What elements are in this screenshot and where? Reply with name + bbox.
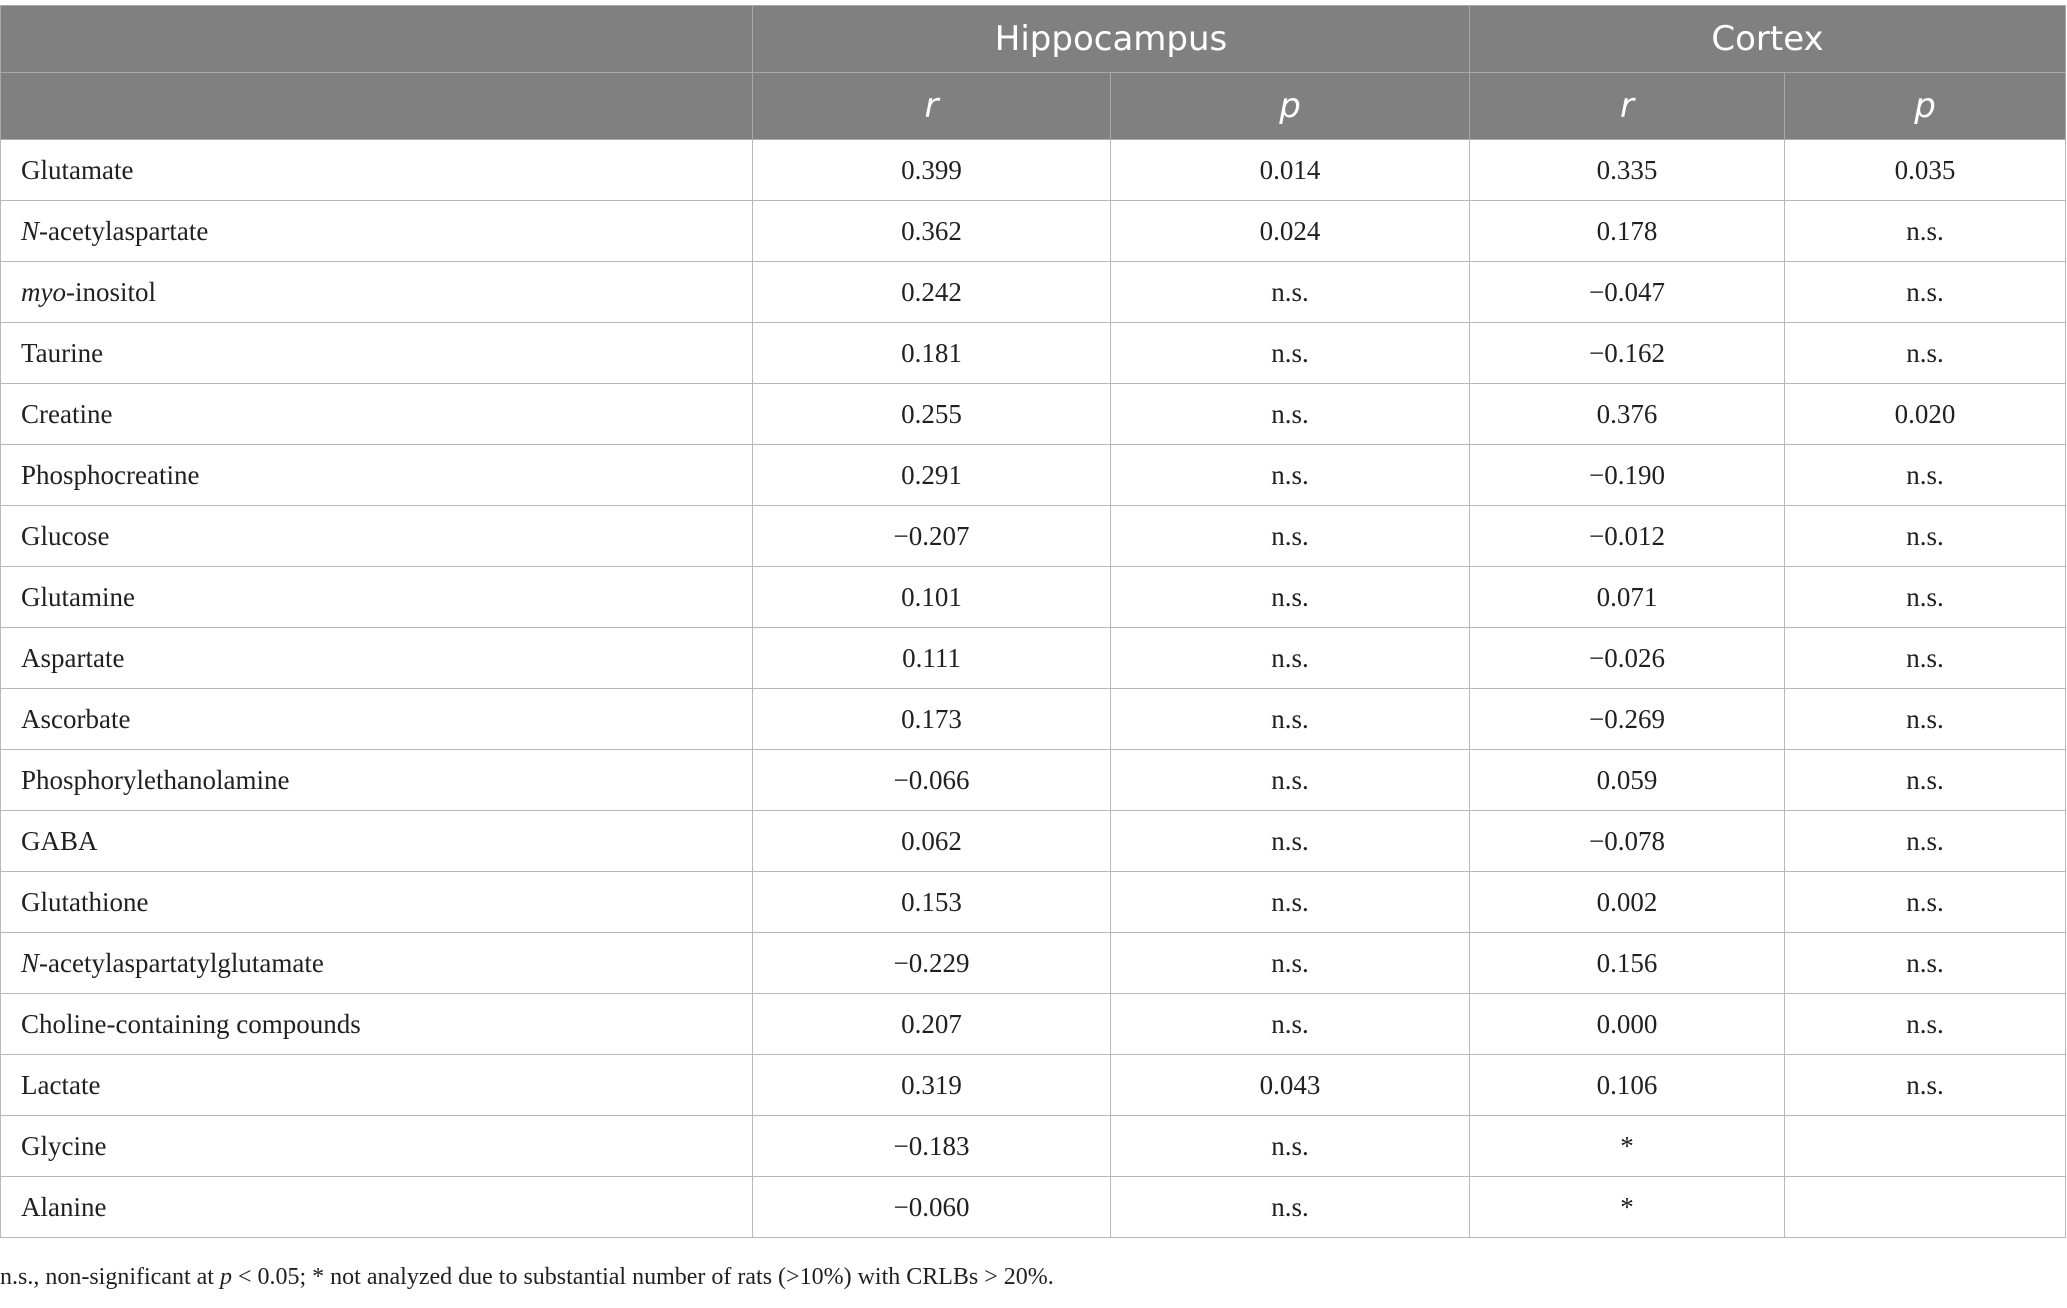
cortex-r-value: 0.376 bbox=[1470, 384, 1785, 445]
hippocampus-p-value: n.s. bbox=[1111, 1116, 1470, 1177]
hippocampus-r-value: 0.362 bbox=[753, 201, 1111, 262]
metabolite-name bbox=[1, 811, 753, 872]
metabolite-label: Alanine bbox=[21, 1191, 107, 1222]
table-row bbox=[1, 1055, 2066, 1116]
footnote-text-start: n.s., non-significant at bbox=[0, 1264, 220, 1290]
footnote-text-end: < 0.05; * not analyzed due to substantial number of rats (>10%) with CRLBs > 20%. bbox=[231, 1264, 1054, 1290]
cortex-r-value: * bbox=[1470, 1177, 1785, 1238]
cortex-p-value: n.s. bbox=[1785, 933, 2066, 994]
table-row bbox=[1, 933, 2066, 994]
footnote-p-symbol: p bbox=[219, 1264, 232, 1290]
cortex-r-value: 0.059 bbox=[1470, 750, 1785, 811]
metabolite-name bbox=[1, 1116, 753, 1177]
metabolite-name bbox=[1, 1177, 753, 1238]
metabolite-name bbox=[1, 750, 753, 811]
metabolite-label: Phosphorylethanolamine bbox=[21, 764, 290, 795]
hippocampus-p-value: n.s. bbox=[1111, 262, 1470, 323]
metabolite-label: Glutamate bbox=[21, 154, 134, 185]
cortex-p-value: n.s. bbox=[1785, 323, 2066, 384]
hippocampus-p-value: n.s. bbox=[1111, 933, 1470, 994]
metabolite-label: Aspartate bbox=[21, 642, 125, 673]
hippocampus-p-value: 0.024 bbox=[1111, 201, 1470, 262]
cortex-p-value: n.s. bbox=[1785, 506, 2066, 567]
cortex-r-value: 0.178 bbox=[1470, 201, 1785, 262]
cortex-p-value: n.s. bbox=[1785, 689, 2066, 750]
cortex-p-value: n.s. bbox=[1785, 872, 2066, 933]
table-row bbox=[1, 384, 2066, 445]
cortex-p-value: n.s. bbox=[1785, 445, 2066, 506]
metabolite-name bbox=[1, 872, 753, 933]
metabolite-label: Glutathione bbox=[21, 886, 149, 917]
hippocampus-p-value: n.s. bbox=[1111, 384, 1470, 445]
table-row bbox=[1, 872, 2066, 933]
cortex-r-value: * bbox=[1470, 1116, 1785, 1177]
hippocampus-p-value: n.s. bbox=[1111, 628, 1470, 689]
cortex-p-value: n.s. bbox=[1785, 201, 2066, 262]
hippocampus-p-value: n.s. bbox=[1111, 872, 1470, 933]
hippocampus-p-value: n.s. bbox=[1111, 811, 1470, 872]
table-row bbox=[1, 567, 2066, 628]
cortex-r-value: −0.162 bbox=[1470, 323, 1785, 384]
cortex-p-value bbox=[1785, 1177, 2066, 1238]
metabolite-label: -acetylaspartate bbox=[39, 215, 209, 246]
metabolite-label: Glycine bbox=[21, 1130, 107, 1161]
group-header-row bbox=[1, 6, 2066, 73]
cortex-p-value: n.s. bbox=[1785, 994, 2066, 1055]
metabolite-label: Choline-containing compounds bbox=[21, 1008, 361, 1039]
cortex-r-value: −0.269 bbox=[1470, 689, 1785, 750]
metabolite-label: -inositol bbox=[65, 276, 156, 307]
hippocampus-r-value: 0.101 bbox=[753, 567, 1111, 628]
hippocampus-r-value: 0.181 bbox=[753, 323, 1111, 384]
metabolite-name bbox=[1, 445, 753, 506]
subheader-blank bbox=[1, 73, 753, 140]
hippocampus-p-value: n.s. bbox=[1111, 994, 1470, 1055]
hippocampus-r-value: 0.242 bbox=[753, 262, 1111, 323]
group-header-hippocampus: Hippocampus bbox=[753, 6, 1470, 73]
cortex-r-value: 0.002 bbox=[1470, 872, 1785, 933]
cortex-r-value: −0.190 bbox=[1470, 445, 1785, 506]
metabolite-label: -acetylaspartatylglutamate bbox=[39, 947, 324, 978]
metabolite-label: Phosphocreatine bbox=[21, 459, 200, 490]
metabolite-label: GABA bbox=[21, 825, 98, 856]
metabolite-name bbox=[1, 994, 753, 1055]
metabolite-name bbox=[1, 689, 753, 750]
cortex-p-value bbox=[1785, 1116, 2066, 1177]
hippocampus-r-value: 0.173 bbox=[753, 689, 1111, 750]
hippocampus-p-value: 0.043 bbox=[1111, 1055, 1470, 1116]
table-row bbox=[1, 140, 2066, 201]
table-row bbox=[1, 262, 2066, 323]
table-row bbox=[1, 323, 2066, 384]
subheader-row bbox=[1, 73, 2066, 140]
cortex-r-value: 0.000 bbox=[1470, 994, 1785, 1055]
metabolite-label: Ascorbate bbox=[21, 703, 131, 734]
table-row bbox=[1, 689, 2066, 750]
table-row bbox=[1, 1116, 2066, 1177]
metabolite-name bbox=[1, 628, 753, 689]
table-row bbox=[1, 994, 2066, 1055]
table-footnote bbox=[0, 1264, 1054, 1291]
cortex-p-value: 0.035 bbox=[1785, 140, 2066, 201]
cortex-p-value: n.s. bbox=[1785, 811, 2066, 872]
table-header bbox=[1, 6, 2066, 140]
hippocampus-p-value: n.s. bbox=[1111, 323, 1470, 384]
cortex-r-value: −0.078 bbox=[1470, 811, 1785, 872]
cortex-r-value: 0.071 bbox=[1470, 567, 1785, 628]
correlation-table-container bbox=[0, 5, 2065, 1238]
metabolite-label: Glutamine bbox=[21, 581, 135, 612]
hippocampus-p-value: n.s. bbox=[1111, 445, 1470, 506]
correlation-table bbox=[0, 5, 2066, 1238]
group-header-cortex: Cortex bbox=[1470, 6, 2066, 73]
table-row bbox=[1, 811, 2066, 872]
metabolite-name bbox=[1, 140, 753, 201]
cortex-r-value: −0.047 bbox=[1470, 262, 1785, 323]
table-row bbox=[1, 628, 2066, 689]
cortex-p-value: 0.020 bbox=[1785, 384, 2066, 445]
metabolite-name bbox=[1, 384, 753, 445]
hippocampus-p-value: 0.014 bbox=[1111, 140, 1470, 201]
hippocampus-r-value: −0.066 bbox=[753, 750, 1111, 811]
hippocampus-p-value: n.s. bbox=[1111, 750, 1470, 811]
metabolite-name bbox=[1, 201, 753, 262]
cortex-r-value: 0.156 bbox=[1470, 933, 1785, 994]
cortex-p-value: n.s. bbox=[1785, 567, 2066, 628]
metabolite-name bbox=[1, 323, 753, 384]
cortex-p-value: n.s. bbox=[1785, 262, 2066, 323]
metabolite-name bbox=[1, 567, 753, 628]
cortex-r-value: −0.012 bbox=[1470, 506, 1785, 567]
hippocampus-p-value: n.s. bbox=[1111, 1177, 1470, 1238]
hippocampus-r-value: 0.062 bbox=[753, 811, 1111, 872]
hippocampus-r-value: 0.207 bbox=[753, 994, 1111, 1055]
table-row bbox=[1, 1177, 2066, 1238]
hippocampus-r-value: −0.060 bbox=[753, 1177, 1111, 1238]
metabolite-prefix: N bbox=[21, 215, 40, 246]
hippocampus-r-value: 0.399 bbox=[753, 140, 1111, 201]
hippocampus-r-value: −0.183 bbox=[753, 1116, 1111, 1177]
table-body bbox=[1, 140, 2066, 1238]
metabolite-label: Lactate bbox=[21, 1069, 101, 1100]
hippocampus-r-value: 0.255 bbox=[753, 384, 1111, 445]
hippocampus-p-value: n.s. bbox=[1111, 506, 1470, 567]
metabolite-name bbox=[1, 933, 753, 994]
hippocampus-p-value: n.s. bbox=[1111, 689, 1470, 750]
hippocampus-r-value: −0.207 bbox=[753, 506, 1111, 567]
table-row bbox=[1, 506, 2066, 567]
cortex-r-value: 0.106 bbox=[1470, 1055, 1785, 1116]
subheader-hippocampus-p: p bbox=[1111, 73, 1470, 140]
subheader-cortex-r: r bbox=[1470, 73, 1785, 140]
metabolite-label: Taurine bbox=[21, 337, 104, 368]
metabolite-prefix: myo bbox=[21, 276, 66, 307]
metabolite-prefix: N bbox=[21, 947, 40, 978]
metabolite-name bbox=[1, 1055, 753, 1116]
subheader-hippocampus-r: r bbox=[753, 73, 1111, 140]
hippocampus-p-value: n.s. bbox=[1111, 567, 1470, 628]
metabolite-label: Creatine bbox=[21, 398, 113, 429]
table-row bbox=[1, 201, 2066, 262]
cortex-p-value: n.s. bbox=[1785, 1055, 2066, 1116]
hippocampus-r-value: 0.111 bbox=[753, 628, 1111, 689]
metabolite-label: Glucose bbox=[21, 520, 110, 551]
hippocampus-r-value: −0.229 bbox=[753, 933, 1111, 994]
cortex-r-value: −0.026 bbox=[1470, 628, 1785, 689]
cortex-p-value: n.s. bbox=[1785, 750, 2066, 811]
metabolite-name bbox=[1, 262, 753, 323]
cortex-p-value: n.s. bbox=[1785, 628, 2066, 689]
table-row bbox=[1, 445, 2066, 506]
hippocampus-r-value: 0.153 bbox=[753, 872, 1111, 933]
hippocampus-r-value: 0.291 bbox=[753, 445, 1111, 506]
metabolite-header-blank bbox=[1, 6, 753, 73]
cortex-r-value: 0.335 bbox=[1470, 140, 1785, 201]
hippocampus-r-value: 0.319 bbox=[753, 1055, 1111, 1116]
table-row bbox=[1, 750, 2066, 811]
subheader-cortex-p: p bbox=[1785, 73, 2066, 140]
metabolite-name bbox=[1, 506, 753, 567]
